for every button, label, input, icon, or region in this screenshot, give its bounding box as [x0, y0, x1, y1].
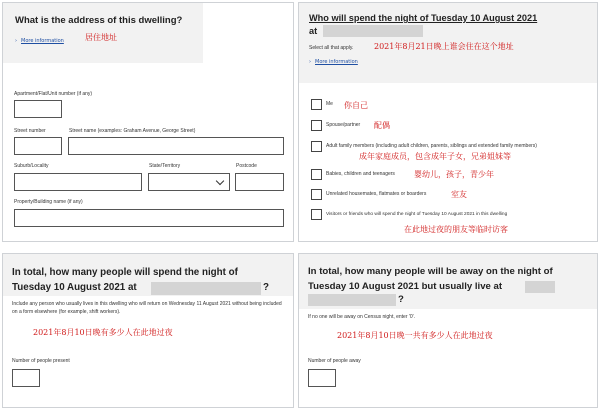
chevron-down-icon [216, 177, 224, 185]
checkbox-me[interactable] [311, 99, 322, 110]
unit-input[interactable] [14, 100, 62, 118]
who-annotation: 2021年8月21日晚上谁会住在这个地址 [374, 42, 514, 51]
people-away-label: Number of people away [308, 358, 361, 364]
away-panel [298, 253, 598, 408]
option-me-label: Me [326, 101, 333, 107]
option-visitors-label: Visitors or friends who will spend the night of Tuesday 10 August 2021 in this dwelling [326, 212, 508, 217]
option-housemates-label: Unrelated housemates, flatmates or boarders [326, 191, 427, 197]
total-help-text: Include any person who usually lives in this dwelling who will return on Wednesday 11 August 2021 without being included on a form elsewhere (for example, shift workers). [12, 301, 282, 315]
chevron-right-icon: › [309, 59, 311, 65]
who-question-at: at [309, 26, 318, 36]
away-annotation: 2021年8月10日晚一共有多少人在此地过夜 [337, 331, 493, 340]
select-all-hint: Select all that apply. [309, 45, 354, 51]
checkbox-housemates[interactable] [311, 189, 322, 200]
checkbox-children[interactable] [311, 169, 322, 180]
total-question-mark: ? [263, 282, 269, 293]
checkbox-adult-family[interactable] [311, 141, 322, 152]
postcode-label: Postcode [236, 163, 257, 169]
unit-label: Apartment/Flat/Unit number (if any) [14, 91, 93, 97]
option-spouse-annotation: 配偶 [374, 121, 390, 130]
state-label: State/Territory [149, 163, 181, 169]
total-question-line1: In total, how many people will spend the night of [12, 267, 238, 278]
option-adult-family-annotation: 成年家庭成员，包含成年子女，兄弟姐妹等 [359, 152, 511, 161]
option-children-annotation: 婴幼儿，孩子，青少年 [414, 170, 494, 179]
option-housemates-annotation: 室友 [451, 190, 467, 199]
option-spouse-label: Spouse/partner [326, 122, 361, 128]
people-away-input[interactable] [308, 369, 336, 387]
people-present-label: Number of people present [12, 358, 70, 364]
who-panel [298, 2, 598, 242]
suburb-label: Suburb/Locality [14, 163, 49, 169]
street-name-input[interactable] [68, 137, 284, 155]
address-more-info-link[interactable]: › More information [15, 38, 64, 44]
total-question-line2: Tuesday 10 August 2021 at [12, 282, 137, 293]
property-name-label: Property/Building name (if any) [14, 199, 83, 205]
redacted-address [525, 281, 555, 293]
street-name-label: Street name (examples: Graham Avenue, George Street) [69, 128, 196, 134]
suburb-input[interactable] [14, 173, 142, 191]
option-visitors-annotation: 在此地过夜的朋友等临时访客 [404, 225, 508, 234]
option-adult-family-label: Adult family members (including adult children, parents, siblings and extended family members) [326, 143, 537, 149]
total-panel [2, 253, 294, 408]
property-name-input[interactable] [14, 209, 284, 227]
total-annotation: 2021年8月10日晚有多少人在此地过夜 [33, 328, 173, 337]
state-select[interactable] [148, 173, 230, 191]
people-present-input[interactable] [12, 369, 40, 387]
checkbox-visitors[interactable] [311, 209, 322, 220]
away-help-text: If no one will be away on Census night, enter '0'. [308, 314, 415, 320]
who-question-title: Who will spend the night of Tuesday 10 August 2021 [309, 13, 538, 23]
option-me-annotation: 你自己 [344, 101, 368, 110]
away-question-line1: In total, how many people will be away on the night of [308, 266, 553, 277]
away-question-mark: ? [398, 294, 404, 305]
who-more-info-link[interactable]: › More information [309, 59, 358, 65]
street-number-label: Street number [14, 128, 46, 134]
postcode-input[interactable] [235, 173, 284, 191]
address-panel [2, 2, 294, 242]
address-annotation: 居住地址 [85, 33, 117, 42]
address-question-title: What is the address of this dwelling? [15, 15, 183, 26]
redacted-address [323, 25, 423, 37]
chevron-right-icon: › [15, 38, 17, 44]
checkbox-spouse[interactable] [311, 120, 322, 131]
redacted-address [151, 282, 261, 295]
option-children-label: Babies, children and teenagers [326, 171, 395, 177]
street-number-input[interactable] [14, 137, 62, 155]
redacted-address-cont [308, 294, 396, 306]
away-question-line2: Tuesday 10 August 2021 but usually live at [308, 281, 503, 292]
